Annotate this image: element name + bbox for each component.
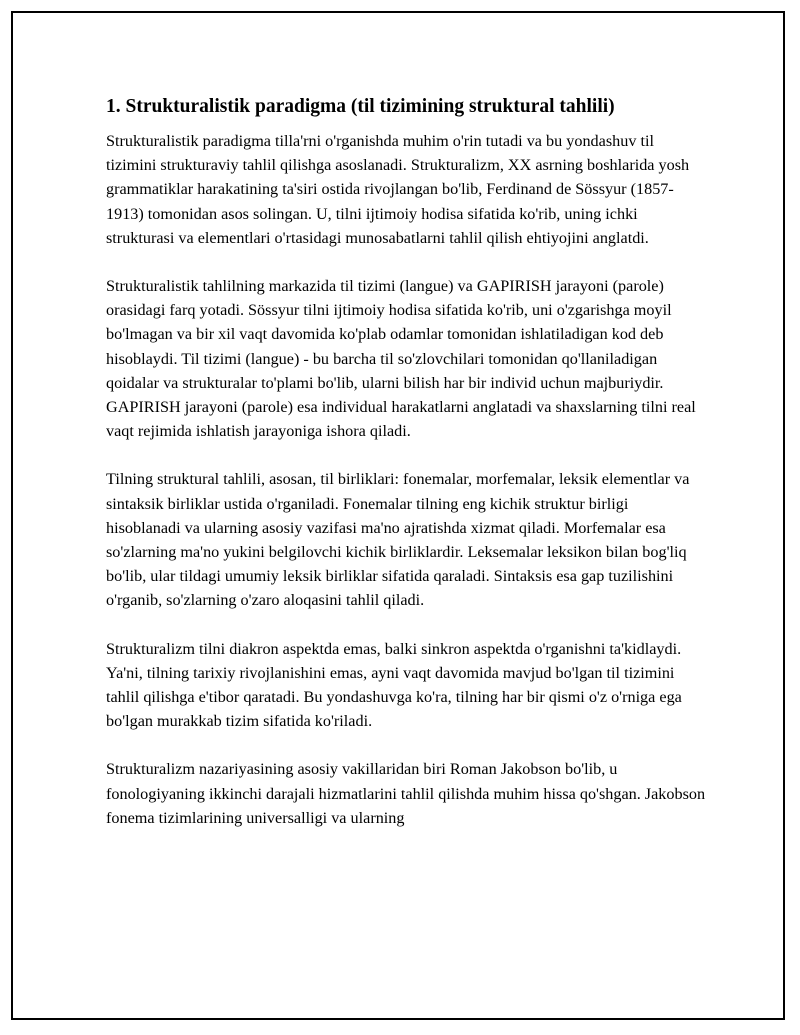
paragraph: Strukturalizm nazariyasining asosiy vakillaridan biri Roman Jakobson bo'lib, u fonologiyaning ikkinchi darajali hizmatlarini tahlil qilishda muhim hissa qo'shgan. Jakobson fonema tizimlarining universalligi va ularning [106, 760, 706, 827]
paragraph: Strukturalistik tahlilning markazida til tizimi (langue) va GAPIRISH jarayoni (parole) orasidagi farq yotadi. Sössyur tilni ijtimoiy hodisa sifatida ko'rib, uni o'zgarishga moyil bo'lmagan va bir xil vaqt davomida ko'plab odamlar tomonidan ishlatiladigan kod deb hisoblaydi. Til tizimi (langue) - bu barcha til so'zlovchilari tomonidan qo'llaniladigan qoidalar va strukturalar to'plami bo'lib, ularni bilish har bir individ uchun majburiydir. GAPIRISH jarayoni (parole) esa individual harakatlarni anglatadi va shaxslarning tilni real vaqt rejimida ishlatish jarayoniga ishora qiladi. [106, 277, 696, 441]
paragraph: Strukturalistik paradigma tilla'rni o'rganishda muhim o'rin tutadi va bu yondashuv til tizimini strukturaviy tahlil qilishga asoslanadi. Strukturalizm, XX asrning boshlarida yosh grammatiklar harakatining ta'siri ostida rivojlangan bo'lib, Ferdinand de Sössyur (1857-1913) tomonidan asos solingan. U, tilni ijtimoiy hodisa sifatida ko'rib, uning ichki strukturasi va elementlari o'rtasidagi munosabatlarni tahlil qilish ehtiyojini anglatdi. [106, 132, 690, 247]
section-heading: 1. Strukturalistik paradigma (til tizimining struktural tahlili) [106, 96, 615, 117]
paragraph: Strukturalizm tilni diakron aspektda emas, balki sinkron aspektda o'rganishni ta'kidlaydi. Ya'ni, tilning tarixiy rivojlanishini emas, ayni vaqt davomida mavjud bo'lgan til tizimini tahlil qilishga e'tibor qaratadi. Bu yondashuvga ko'ra, tilning har bir qismi o'z o'rniga ega bo'lgan murakkab tizim sifatida ko'riladi. [106, 639, 682, 731]
paragraph: Tilning struktural tahlili, asosan, til birliklari: fonemalar, morfemalar, leksik elementlar va sintaksik birliklar ustida o'rganiladi. Fonemalar tilning eng kichik struktur birligi hisoblanadi va ularning asosiy vazifasi ma'no ajratishda xizmat qiladi. Morfemalar esa so'zlarning ma'no yukini belgilovchi kichik birliklardir. Leksemalar leksikon bilan bog'liq bo'lib, ular tildagi umumiy leksik birliklar sifatida qaraladi. Sintaksis esa gap tuzilishini o'rganib, so'zlarning o'zaro aloqasini tahlil qiladi. [106, 470, 690, 610]
document-body [106, 94, 706, 854]
